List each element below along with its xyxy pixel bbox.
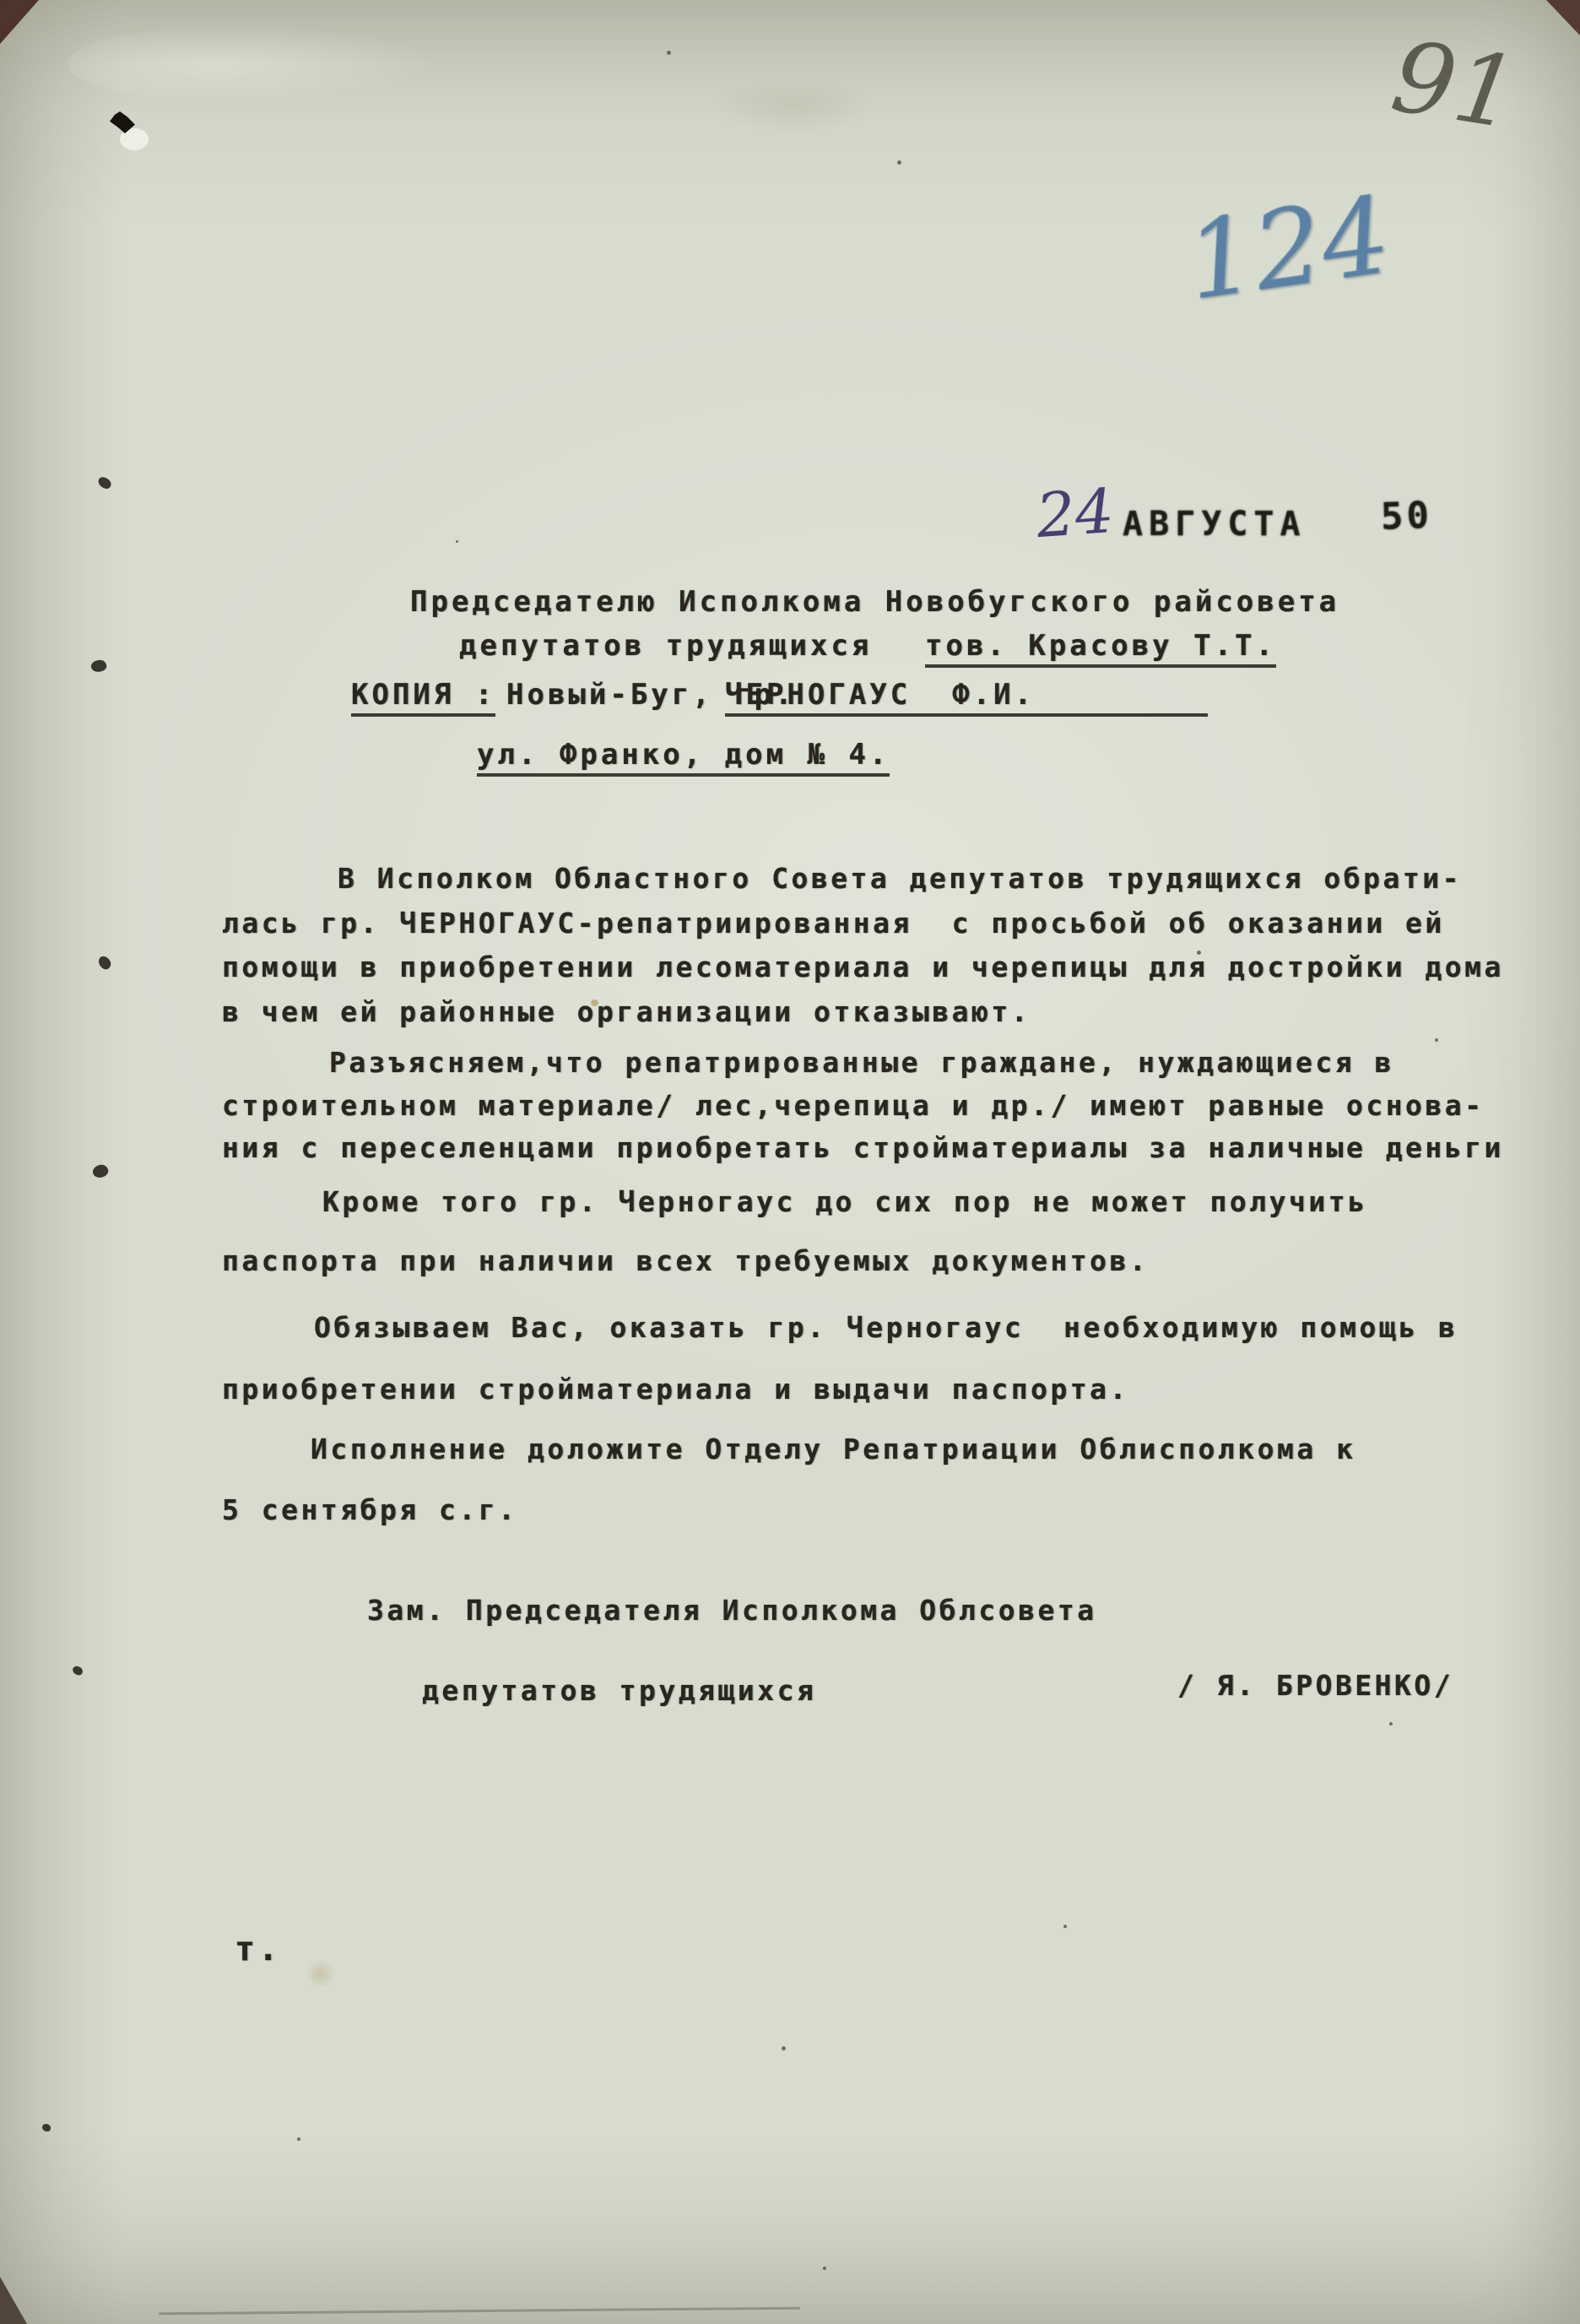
paper-stain [709,76,878,135]
date-day-handwritten: 24 [1034,474,1117,552]
binding-mark [89,658,108,674]
corner-tear-bottom-left [0,2277,27,2324]
footer-mark: т. [235,1930,282,1969]
binding-mark [72,1666,84,1677]
recipient-line-2-prefix: депутатов трудящихся [459,629,873,663]
recipient-line-1: Председателю Исполкома Новобугского райсовета [410,585,1340,619]
body-line: помощи в приобретении лесоматериала и черепицы для достройки дома [222,951,1504,983]
date-month-stamp: АВГУСТА [1123,505,1307,544]
copy-town: Новый-Буг, гр. [506,678,796,712]
date-year-stamp: 50 [1380,493,1433,539]
body-line: в чем ей районные организации отказывают. [222,995,1031,1028]
body-line: паспорта при наличии всех требуемых документов. [222,1244,1150,1277]
paper-speck [667,51,671,55]
paper-speck [456,540,458,543]
recipient-name-underlined: тов. Красову Т.Т. [925,629,1276,668]
corner-tear-top-left [0,0,39,44]
copy-address-underlined: ул. Франко, дом № 4. [477,738,890,777]
body-line: Обязываем Вас, оказать гр. Черногаус необходимую помощь в [314,1311,1458,1344]
body-line: приобретении стройматериала и выдачи паспорта. [222,1373,1129,1406]
signature-title-line-2: депутатов трудящихся [422,1674,817,1707]
paper-stain [304,1960,338,1987]
copy-address [477,738,890,772]
signature-name: / Я. БРОВЕНКО/ [1177,1669,1454,1702]
paper-speck [897,160,901,165]
corner-tear-top-right [1546,0,1580,35]
copy-label [351,678,495,712]
copy-label-underlined: КОПИЯ : [351,678,495,717]
binding-mark [90,1162,110,1181]
binding-mark [42,2124,51,2132]
paper-speck [823,2267,826,2270]
body-line: Кроме того гр. Черногаус до сих пор не может получить [322,1185,1368,1218]
paper-speck [782,2046,786,2050]
registration-number-blue: 124 [1178,172,1398,325]
paper-speck [1063,1925,1067,1928]
body-line: ния с переселенцами приобретать стройматериалы за наличные деньги [222,1131,1504,1164]
paper-speck [1389,1722,1393,1725]
copy-name [725,678,1208,717]
body-line: В Исполком Областного Совета депутатов трудящихся обрати- [338,862,1462,895]
signature-title-line-1: Зам. Председателя Исполкома Облсовета [367,1594,1097,1627]
paper-light-patch [68,24,439,104]
binding-mark [96,954,114,971]
recipient-name [925,629,1276,663]
body-line: лась гр. ЧЕРНОГАУС-репатриированная с просьбой об оказании ей [222,907,1445,940]
body-line: 5 сентября с.г. [222,1493,518,1526]
page-number-pencil: 91 [1384,19,1526,152]
paper-speck [1435,1038,1438,1042]
body-line: строительном материале/ лес,черепица и др./ имеют равные основа- [222,1089,1485,1122]
binding-mark [96,475,113,490]
paper-speck [297,2137,300,2141]
pencil-line [159,2307,800,2316]
copy-name-underlined: ЧЕРНОГАУС Ф.И. [725,678,1208,717]
body-line: Разъясняем,что репатрированные граждане, нуждающиеся в [329,1046,1394,1079]
body-line: Исполнение доложите Отделу Репатриации Облисполкома к [311,1433,1356,1465]
